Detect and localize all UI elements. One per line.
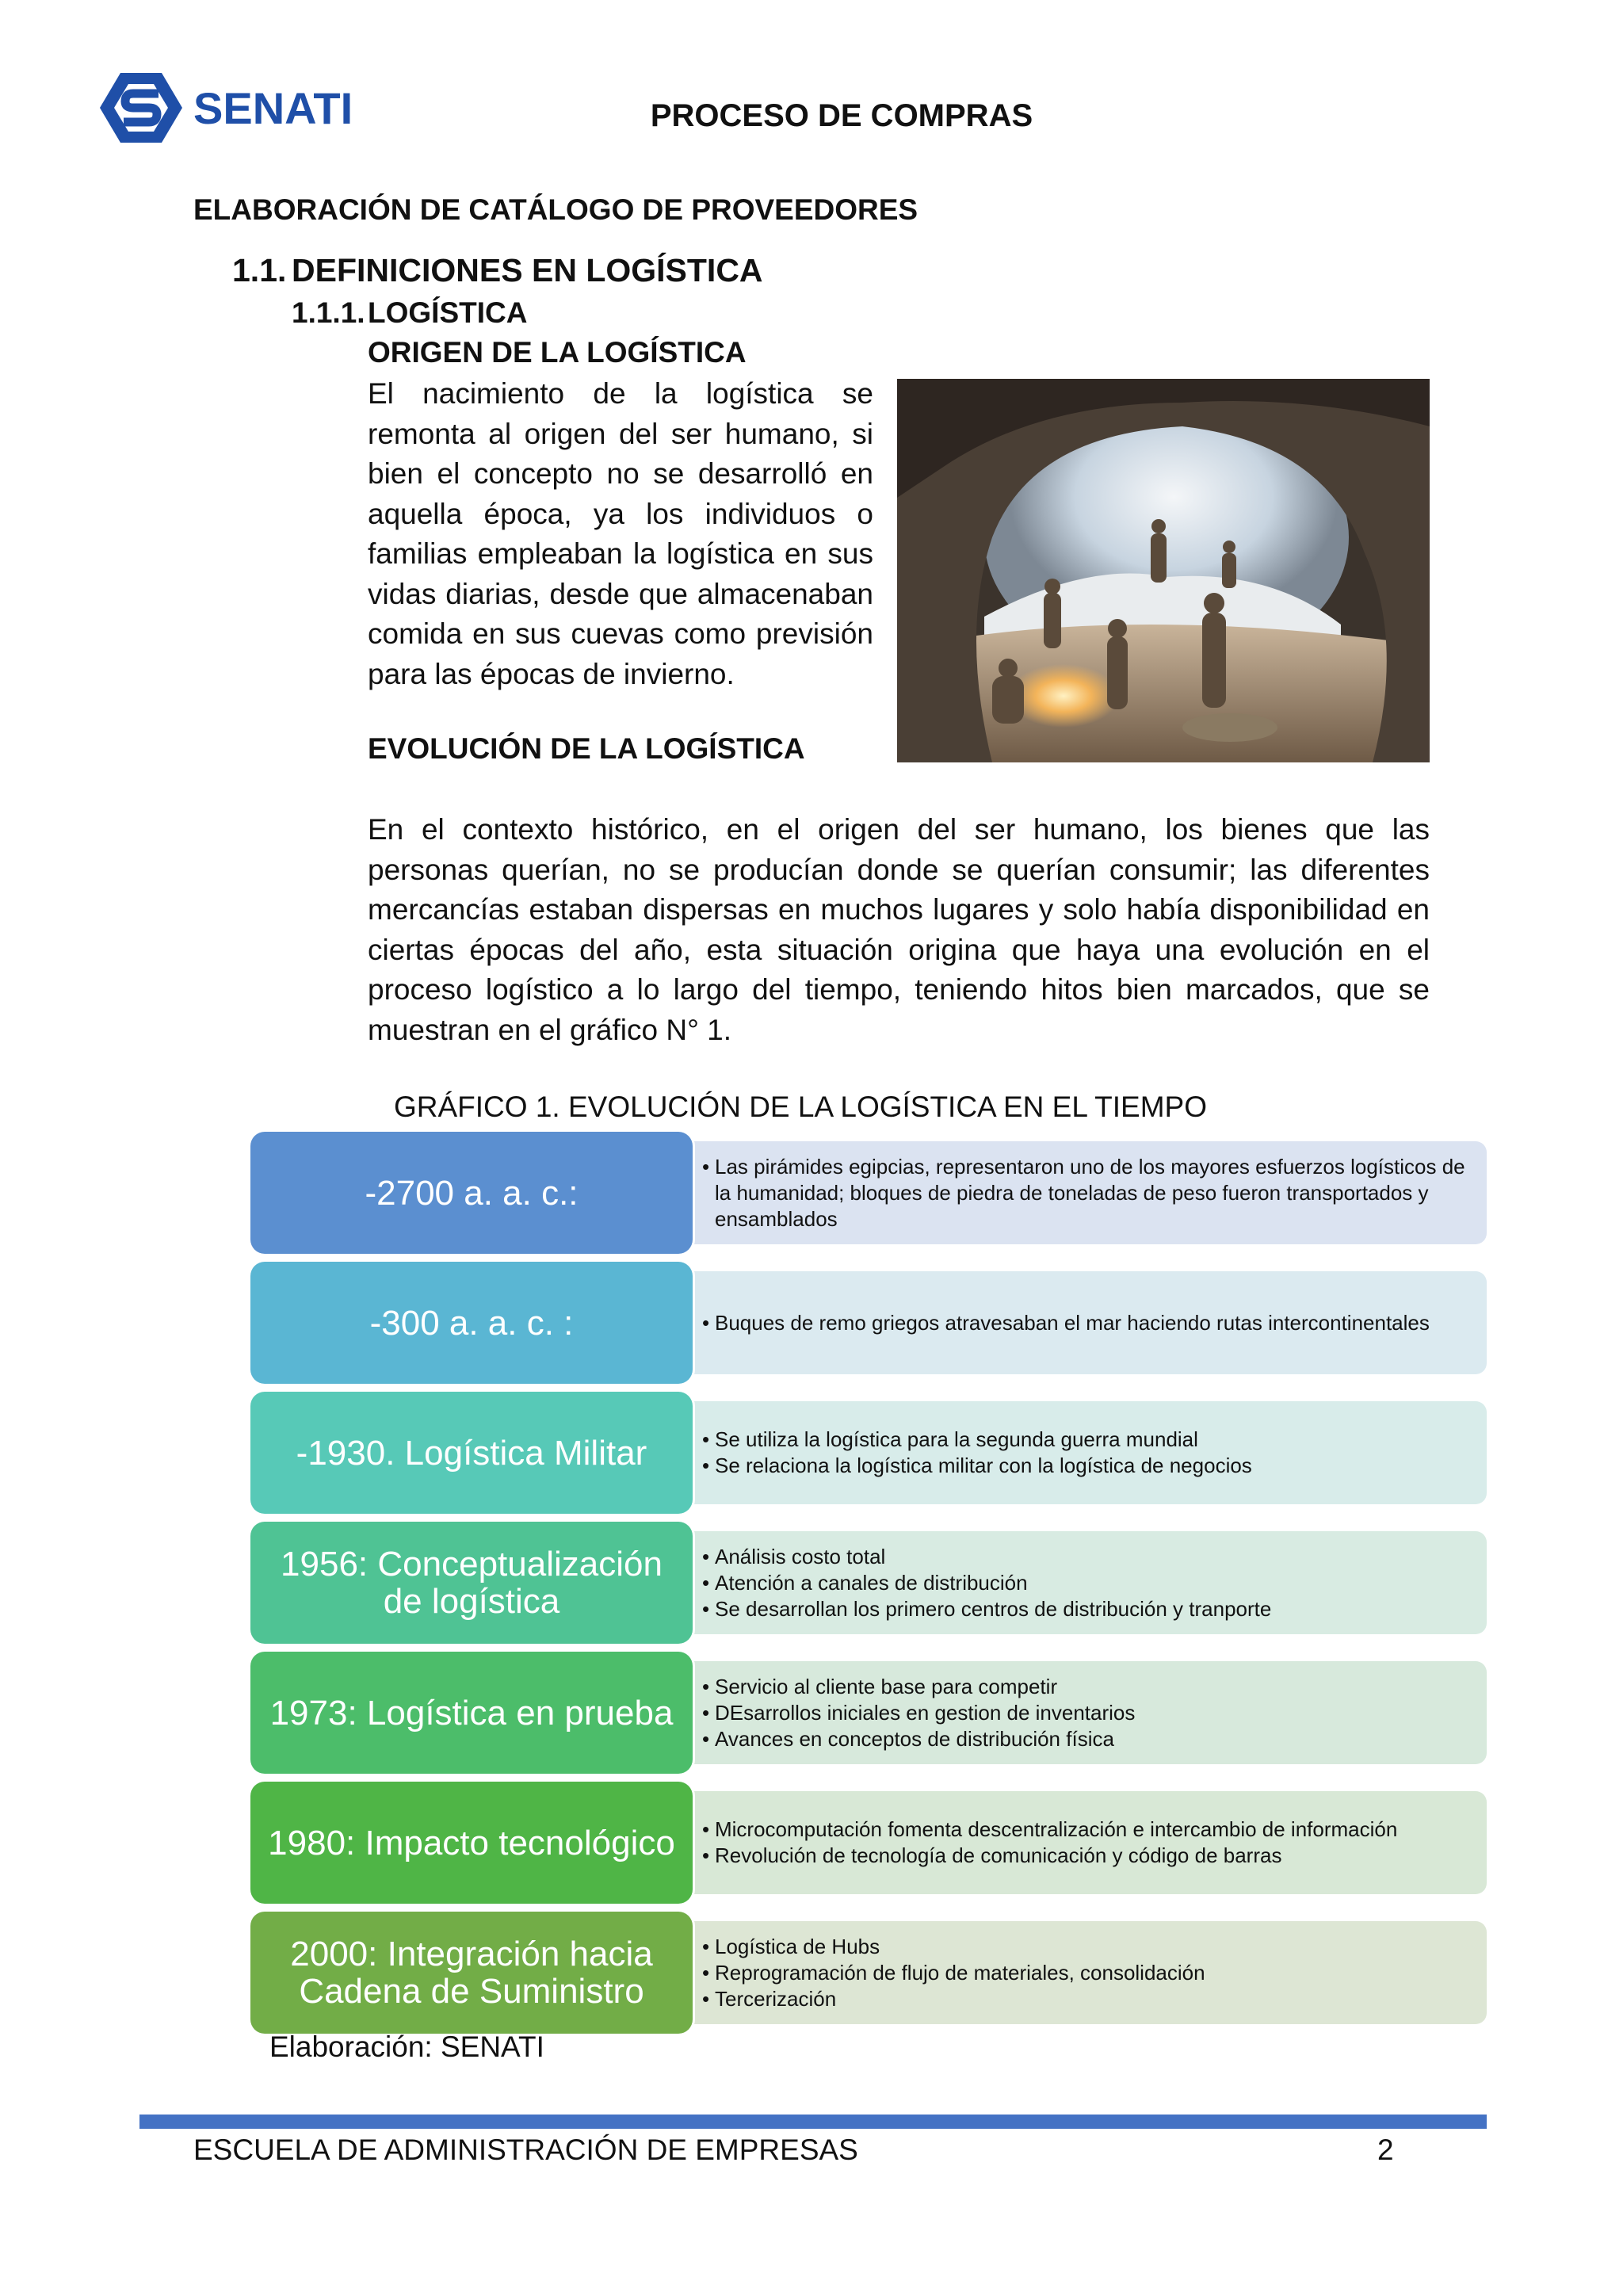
evolution-title: EVOLUCIÓN DE LA LOGÍSTICA: [368, 732, 805, 765]
timeline-detail: [678, 1531, 1487, 1634]
footer-school-name: ESCUELA DE ADMINISTRACIÓN DE EMPRESAS: [193, 2134, 858, 2166]
timeline-row: [250, 1522, 1487, 1644]
timeline-bullet: • Atención a canales de distribución: [702, 1570, 1468, 1596]
heading-logistica: [292, 296, 527, 330]
heading-text: LOGÍSTICA: [368, 296, 528, 329]
timeline-detail: [678, 1141, 1487, 1244]
timeline-detail: [678, 1401, 1487, 1504]
logo-wordmark: SENATI: [193, 83, 353, 133]
timeline-bullet: • Se utiliza la logística para la segunda guerra mundial: [702, 1427, 1468, 1453]
origin-title: ORIGEN DE LA LOGÍSTICA: [368, 336, 747, 369]
chart-title: GRÁFICO 1. EVOLUCIÓN DE LA LOGÍSTICA EN EL TIEMPO: [394, 1091, 1207, 1123]
heading-definiciones: [232, 252, 763, 289]
timeline-detail: [678, 1271, 1487, 1374]
heading-number: 1.1.1.: [292, 296, 365, 329]
heading-text: DEFINICIONES EN LOGÍSTICA: [292, 252, 763, 288]
timeline-bullet: • Buques de remo griegos atravesaban el mar haciendo rutas intercontinentales: [702, 1310, 1468, 1336]
evolution-paragraph: En el contexto histórico, en el origen del ser humano, los bienes que las personas querían, no se producían donde se querían consumir; las diferentes mercancías estaban dispersas en muchos lugares y solo había disponibilidad en ciertas épocas del año, esta situación origina que haya una evolución en el proceso logístico a lo largo del tiempo, teniendo hitos bien marcados, que se muestran en el gráfico N° 1.: [368, 813, 1430, 1046]
timeline-bullet: • Se relaciona la logística militar con la logística de negocios: [702, 1453, 1468, 1479]
prehistoric-cave-image: [897, 379, 1430, 762]
timeline-label: 1973: Logística en prueba: [250, 1652, 693, 1774]
timeline-bullet: • Microcomputación fomenta descentralización e intercambio de información: [702, 1817, 1468, 1843]
section-title: ELABORACIÓN DE CATÁLOGO DE PROVEEDORES: [193, 193, 918, 226]
timeline-bullet: • Tercerización: [702, 1986, 1468, 2012]
timeline-label: -1930. Logística Militar: [250, 1392, 693, 1514]
timeline-label: -300 a. a. c. :: [250, 1262, 693, 1384]
timeline-bullet: • DEsarrollos iniciales en gestion de inventarios: [702, 1700, 1468, 1726]
timeline-bullet: • Reprogramación de flujo de materiales, consolidación: [702, 1960, 1468, 1986]
timeline-row: [250, 1912, 1487, 2034]
timeline-bullet: • Servicio al cliente base para competir: [702, 1674, 1468, 1700]
timeline-row: [250, 1132, 1487, 1254]
timeline-row: [250, 1262, 1487, 1384]
chart-credit: Elaboración: SENATI: [269, 2030, 544, 2063]
heading-number: 1.1.: [232, 252, 287, 288]
timeline-bullet: • Avances en conceptos de distribución física: [702, 1726, 1468, 1752]
timeline-detail: [678, 1661, 1487, 1764]
timeline-label: 1980: Impacto tecnológico: [250, 1782, 693, 1904]
timeline-detail: [678, 1791, 1487, 1894]
timeline-detail: [678, 1921, 1487, 2024]
timeline-bullet: • Análisis costo total: [702, 1544, 1468, 1570]
cave-illustration: [897, 379, 1430, 762]
timeline-bullet: • Las pirámides egipcias, representaron uno de los mayores esfuerzos logísticos de la humanidad; bloques de piedra de toneladas de peso fueron transportados y ensamblados: [702, 1154, 1468, 1232]
timeline-label: 1956: Conceptualización de logística: [250, 1522, 693, 1644]
timeline-bullet: • Revolución de tecnología de comunicación y código de barras: [702, 1843, 1468, 1869]
timeline-row: [250, 1392, 1487, 1514]
timeline-row: [250, 1782, 1487, 1904]
timeline-label: -2700 a. a. c.:: [250, 1132, 693, 1254]
timeline-bullet: • Logística de Hubs: [702, 1934, 1468, 1960]
footer-divider: [139, 2115, 1487, 2129]
document-header-title: PROCESO DE COMPRAS: [650, 98, 1033, 133]
origin-paragraph: El nacimiento de la logística se remonta al origen del ser humano, si bien el concepto no se desarrolló en aquella época, ya los individuos o familias empleaban la logística en sus vidas diarias, desde que almacenaban comida en sus cuevas como previsión para las épocas de invierno.: [368, 377, 873, 690]
timeline-row: [250, 1652, 1487, 1774]
page-number: 2: [1377, 2134, 1394, 2166]
timeline-label: 2000: Integración hacia Cadena de Suministro: [250, 1912, 693, 2034]
timeline-bullet: • Se desarrollan los primero centros de distribución y tranporte: [702, 1596, 1468, 1622]
